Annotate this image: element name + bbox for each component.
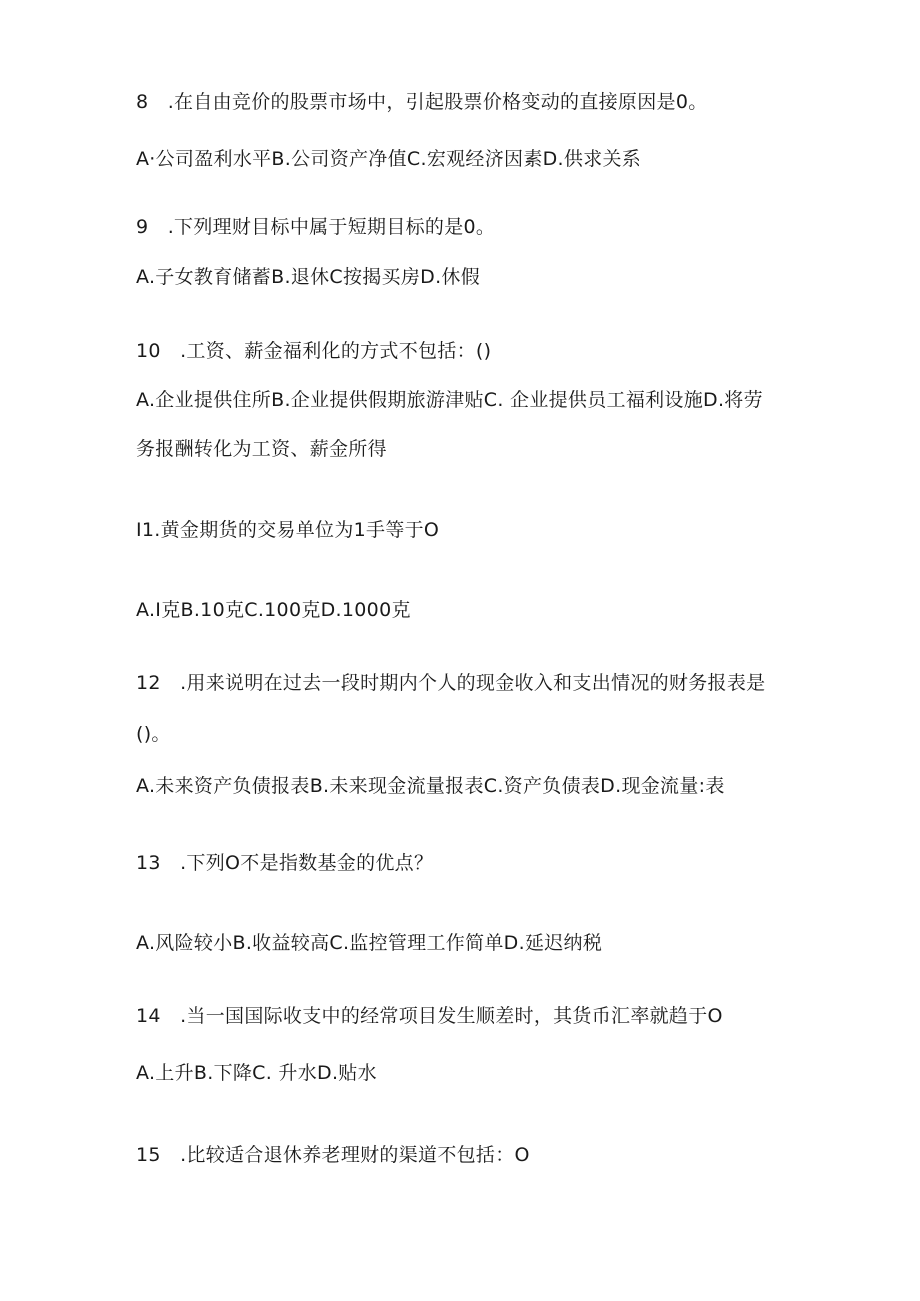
question-12-text-line1: 12 .用来说明在过去一段时期内个人的现金收入和支出情况的财务报表是 — [136, 672, 766, 694]
question-13-text: 13 .下列O不是指数基金的优点？ — [136, 852, 434, 874]
question-11-options: A.I克B.10克C.100克D.1000克 — [136, 599, 411, 621]
question-13-options: A.风险较小B.收益较高C.监控管理工作简单D.延迟纳税 — [136, 932, 603, 954]
question-10-text: 10 .工资、薪金福利化的方式不包括：() — [136, 340, 492, 362]
question-8-options: A·公司盈利水平B.公司资产净值C.宏观经济因素D.供求关系 — [136, 148, 642, 170]
question-9-options: A.子女教育储蓄B.退休C按揭买房D.休假 — [136, 266, 481, 288]
question-10-options-line1: A.企业提供住所B.企业提供假期旅游津贴C. 企业提供员工福利设施D.将劳 — [136, 389, 763, 411]
question-14-options: A.上升B.下降C. 升水D.贴水 — [136, 1062, 377, 1084]
question-9-text: 9 .下列理财目标中属于短期目标的是0。 — [136, 216, 496, 238]
question-12-options: A.未来资产负债报表B.未来现金流量报表C.资产负债表D.现金流量:表 — [136, 775, 725, 797]
question-8-text: 8 .在自由竞价的股票市场中，引起股票价格变动的直接原因是0。 — [136, 91, 708, 113]
question-11-text: I1.黄金期货的交易单位为1手等于O — [136, 519, 440, 541]
question-14-text: 14 .当一国国际收支中的经常项目发生顺差时，其货币汇率就趋于O — [136, 1005, 723, 1027]
question-15-text: 15 .比较适合退休养老理财的渠道不包括：O — [136, 1144, 530, 1166]
question-12-text-line2: ()。 — [136, 723, 171, 745]
question-10-options-line2: 务报酬转化为工资、薪金所得 — [136, 438, 387, 460]
